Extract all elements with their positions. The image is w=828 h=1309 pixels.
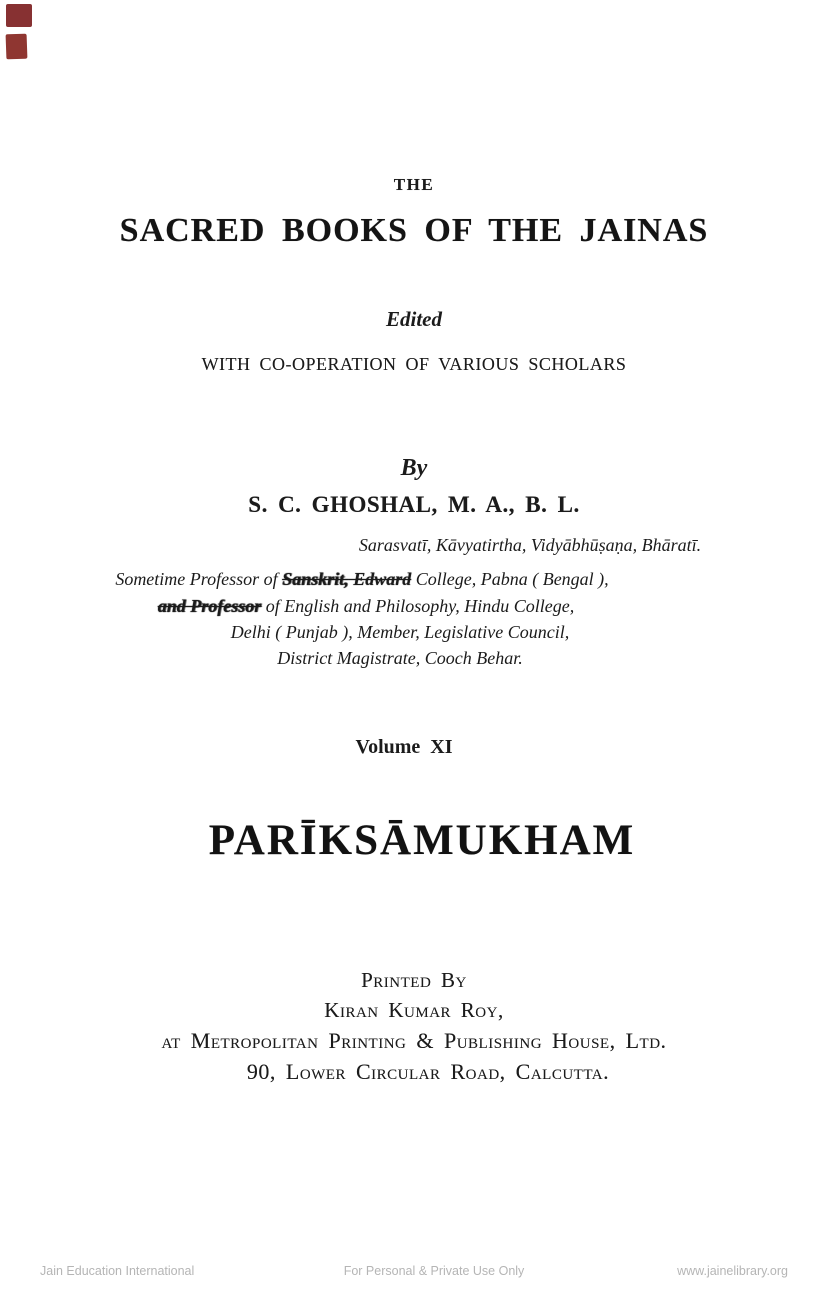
credentials-struck-phrase: and Professor xyxy=(157,596,262,616)
red-stamp-mark-bottom xyxy=(6,34,28,60)
credentials-smudged-word: Edward xyxy=(348,569,412,589)
author-honorifics: Sarasvatī, Kāvyatirtha, Vidyābhūṣaṇa, Bhāratī. xyxy=(358,535,702,555)
cooperation-line: WITH CO-OPERATION OF VARIOUS SCHOLARS xyxy=(201,354,627,374)
book-title: PARĪKSĀMUKHAM xyxy=(208,817,636,864)
credentials-line-3: Delhi ( Punjab ), Member, Legislative Council, xyxy=(230,622,570,642)
credentials-line-1-post: College, Pabna ( Bengal ), xyxy=(411,569,609,589)
credentials-line-2-post: of English and Philosophy, Hindu College, xyxy=(261,596,575,616)
series-article: THE xyxy=(393,175,435,194)
volume-label: Volume XI xyxy=(355,736,453,758)
footer-usage-notice: For Personal & Private Use Only xyxy=(343,1264,525,1278)
credentials-struck-word: Sanskrit, xyxy=(282,569,349,589)
credentials-line-1-pre: Sometime Professor of xyxy=(115,569,283,589)
imprint-publisher: at Metropolitan Printing & Publishing House, Ltd. xyxy=(161,1028,667,1053)
credentials-line-4: District Magistrate, Cooch Behar. xyxy=(277,648,523,668)
red-stamp-mark-top xyxy=(6,4,32,27)
imprint-address: 90, Lower Circular Road, Calcutta. xyxy=(246,1059,610,1084)
credentials-line-1 xyxy=(0,569,776,590)
credentials-line-2 xyxy=(0,596,780,617)
by-label: By xyxy=(400,455,428,481)
edited-label: Edited xyxy=(386,307,442,331)
imprint-printer-name: Kiran Kumar Roy, xyxy=(324,998,504,1022)
imprint-printed-by: Printed By xyxy=(361,968,467,992)
author-name: S. C. GHOSHAL, M. A., B. L. xyxy=(248,492,580,517)
series-title: SACRED BOOKS OF THE JAINAS xyxy=(119,212,709,249)
footer-website: www.jainelibrary.org xyxy=(677,1264,788,1278)
footer-organization: Jain Education International xyxy=(40,1264,195,1278)
